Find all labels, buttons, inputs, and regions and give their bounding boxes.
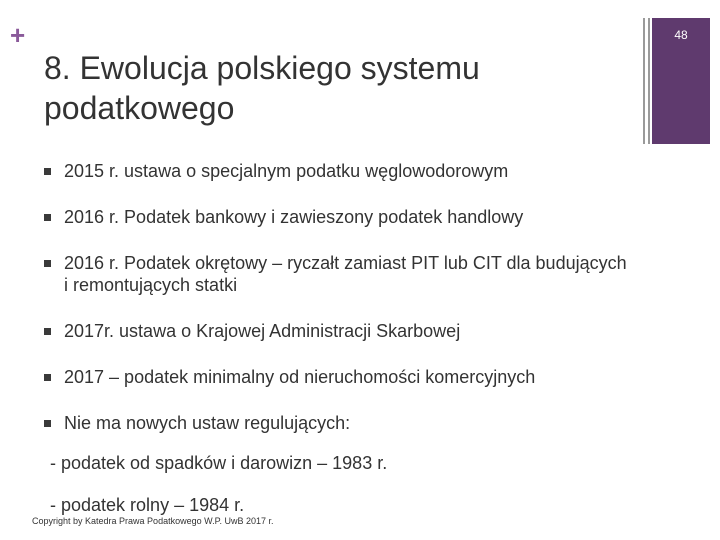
list-item bbox=[40, 160, 630, 182]
divider-line bbox=[648, 18, 650, 144]
list-item bbox=[40, 412, 630, 434]
bullet-icon bbox=[44, 374, 51, 381]
list-item-text: 2016 r. Podatek okrętowy – ryczałt zamiast PIT lub CIT dla budujących i remontujących statki bbox=[64, 253, 627, 295]
list-item-text: 2017 – podatek minimalny od nieruchomości komercyjnych bbox=[64, 367, 536, 387]
divider-line bbox=[643, 18, 645, 144]
bullet-icon bbox=[44, 260, 51, 267]
bullet-icon bbox=[44, 420, 51, 427]
list-item-text: 2016 r. Podatek bankowy i zawieszony podatek handlowy bbox=[64, 207, 524, 227]
list-item bbox=[40, 206, 630, 228]
sub-item: - podatek od spadków i darowizn – 1983 r. bbox=[50, 453, 388, 473]
bullet-list bbox=[40, 160, 630, 434]
list-item-text: Nie ma nowych ustaw regulujących: bbox=[64, 413, 351, 433]
bullet-icon bbox=[44, 168, 51, 175]
list-item bbox=[40, 252, 630, 296]
slide-number: 48 bbox=[674, 28, 688, 42]
list-item-text: 2015 r. ustawa o specjalnym podatku węglowodorowym bbox=[64, 161, 509, 181]
list-item bbox=[40, 320, 630, 342]
list-item-text: 2017r. ustawa o Krajowej Administracji Skarbowej bbox=[64, 321, 461, 341]
copyright-footer: Copyright by Katedra Prawa Podatkowego W.P. UwB 2017 r. bbox=[32, 516, 274, 526]
slide-title: 8. Ewolucja polskiego systemu podatkowego bbox=[44, 50, 480, 126]
plus-icon: + bbox=[10, 20, 26, 50]
list-item bbox=[40, 366, 630, 388]
bullet-icon bbox=[44, 214, 51, 221]
bullet-icon bbox=[44, 328, 51, 335]
sub-item: - podatek rolny – 1984 r. bbox=[50, 495, 245, 515]
slide-number-panel bbox=[652, 18, 710, 144]
